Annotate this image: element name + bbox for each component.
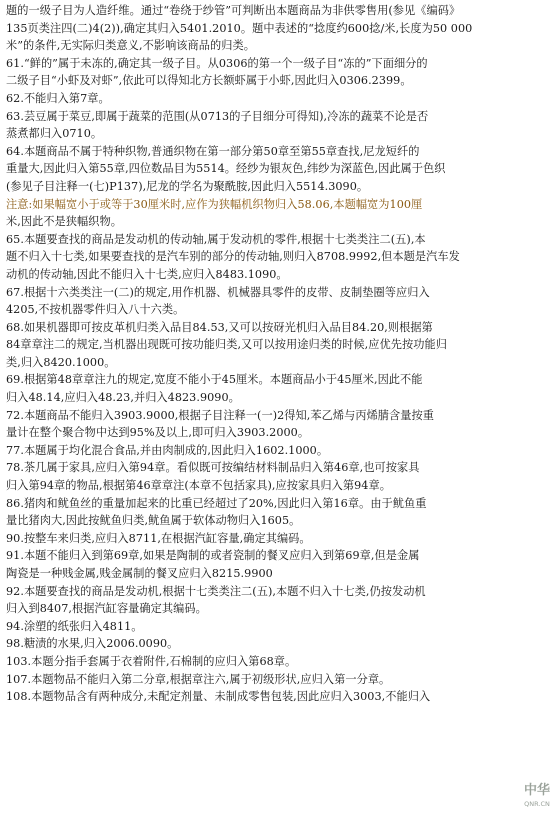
site-watermark bbox=[520, 783, 554, 813]
text-line: 归入48.14,应归入48.23,并归入4823.9090。 bbox=[6, 391, 240, 405]
text-line: 68.如果机器即可按皮革机归类入品目84.53,又可以按砑光机归入品目84.20,则根据第 bbox=[6, 320, 433, 334]
text-line: 65.本题要查找的商品是发动机的传动轴,属于发动机的零件,根据十七类类注二(五),本 bbox=[6, 232, 426, 246]
text-line: 103.本题分指手套属于衣着附件,石棉制的应归入第68章。 bbox=[6, 654, 297, 668]
text-body bbox=[6, 2, 554, 706]
text-line: 78.茶几属于家具,应归入第94章。看似既可按编结材料制品归入第46章,也可按家具 bbox=[6, 461, 420, 475]
text-line: 二级子目“小虾及对虾”,依此可以得知北方长额虾属于小虾,因此归入0306.2399。 bbox=[6, 74, 412, 88]
text-line: 题不归入十七类,如果要查找的是汽车别的部分的传动轴,则归入8708.9992,但本题是汽车发 bbox=[6, 250, 460, 264]
text-line: 77.本题属于均化混合食品,并由肉制成的,因此归入1602.1000。 bbox=[6, 443, 329, 457]
text-line: 107.本题物品不能归入第二分章,根据章注六,属于初级形状,应归入第一分章。 bbox=[6, 672, 391, 686]
text-line: 62.不能归入第7章。 bbox=[6, 91, 110, 105]
text-line: (参见子目注释一(七)P137),尼龙的学名为聚酰胺,因此归入5514.3090。 bbox=[6, 179, 369, 193]
text-line: 动机的传动轴,因此不能归入十七类,应归入8483.1090。 bbox=[6, 267, 288, 281]
text-line: 量比猪肉大,因此按鱿鱼归类,鱿鱼属于软体动物归入1605。 bbox=[6, 514, 301, 528]
text-line: 72.本题商品不能归入3903.9000,根据子目注释一(一)2得知,苯乙烯与丙烯腈含量按重 bbox=[6, 408, 434, 422]
note-line: 注意:如果幅宽小于或等于30厘米时,应作为狭幅机织物归入58.06,本题幅宽为100厘 bbox=[6, 197, 423, 211]
text-line: 67.根据十六类类注一(二)的规定,用作机器、机械器具零件的皮带、皮制垫圈等应归入 bbox=[6, 285, 430, 299]
text-line: 归入到8407,根据汽缸容量确定其编码。 bbox=[6, 602, 207, 616]
text-line: 陶瓷是一种贱金属,贱金属制的餐叉应归入8215.9900 bbox=[6, 567, 273, 580]
text-line: 重量大,因此归入第55章,四位数品目为5514。经纱为银灰色,纬纱为深蓝色,因此属于色织 bbox=[6, 162, 446, 176]
text-line: 84章章注二的规定,当机器出现既可按功能归类,又可以按用途归类的时候,应优先按功能归 bbox=[6, 338, 447, 352]
text-line: 63.芸豆属于菜豆,即属于蔬菜的范围(从0713的子目细分可得知),冷冻的蔬菜不论是否 bbox=[6, 109, 429, 123]
text-line: 86.猪肉和鱿鱼丝的重量加起来的比重已经超过了20%,因此归入第16章。由于鱿鱼重 bbox=[6, 496, 427, 510]
text-line: 蒸煮都归入0710。 bbox=[6, 127, 103, 141]
text-line: 94.涂塑的纸张归入4811。 bbox=[6, 619, 143, 633]
watermark-logo: 中华 bbox=[523, 783, 550, 798]
watermark-site: QNR.CN bbox=[524, 800, 550, 808]
text-line: 98.糖渍的水果,归入2006.0090。 bbox=[6, 637, 179, 651]
text-line: 108.本题物品含有两种成分,未配定剂量、未制成零售包装,因此应归入3003,不能归入 bbox=[6, 690, 431, 704]
text-line: 类,归入8420.1000。 bbox=[6, 355, 116, 369]
text-line: 91.本题不能归入到第69章,如果是陶制的或者瓷制的餐叉应归入到第69章,但是金属 bbox=[6, 549, 420, 563]
text-line: 135页类注四(二)4(2)),确定其归入5401.2010。题中表述的“捻度约600捻/米,长度为50 000 bbox=[6, 21, 473, 35]
text-line: 归入第94章的物品,根据第46章章注(本章不包括家具),应按家具归入第94章。 bbox=[6, 479, 391, 493]
text-line: 4205,不按机器零件归入八十六类。 bbox=[6, 303, 185, 317]
text-line: 量计在整个聚合物中达到95%及以上,即可归入3903.2000。 bbox=[6, 426, 310, 440]
text-line: 米,因此不是狭幅织物。 bbox=[6, 215, 122, 229]
text-line: 90.按整车来归类,应归入8711,在根据汽缸容量,确定其编码。 bbox=[6, 531, 311, 545]
text-line: 61.“鲜的”属于未冻的,确定其一级子目。从0306的第一个一级子目“冻的”下面细分的 bbox=[6, 56, 428, 70]
text-line: 92.本题要查找的商品是发动机,根据十七类类注二(五),本题不归入十七类,仍按发动机 bbox=[6, 584, 426, 598]
text-line: 题的一级子目为人造纤维。通过“卷绕于纱管”可判断出本题商品为非供零售用(参见《编码》 bbox=[6, 4, 461, 17]
text-line: 69.根据第48章章注九的规定,宽度不能小于45厘米。本题商品小于45厘米,因此不能 bbox=[6, 373, 423, 387]
text-line: 64.本题商品不属于特种织物,普通织物在第一部分第50章至第55章查找,尼龙短纤的 bbox=[6, 144, 420, 158]
text-line: 米”的条件,无实际归类意义,不影响该商品的归类。 bbox=[6, 39, 255, 53]
